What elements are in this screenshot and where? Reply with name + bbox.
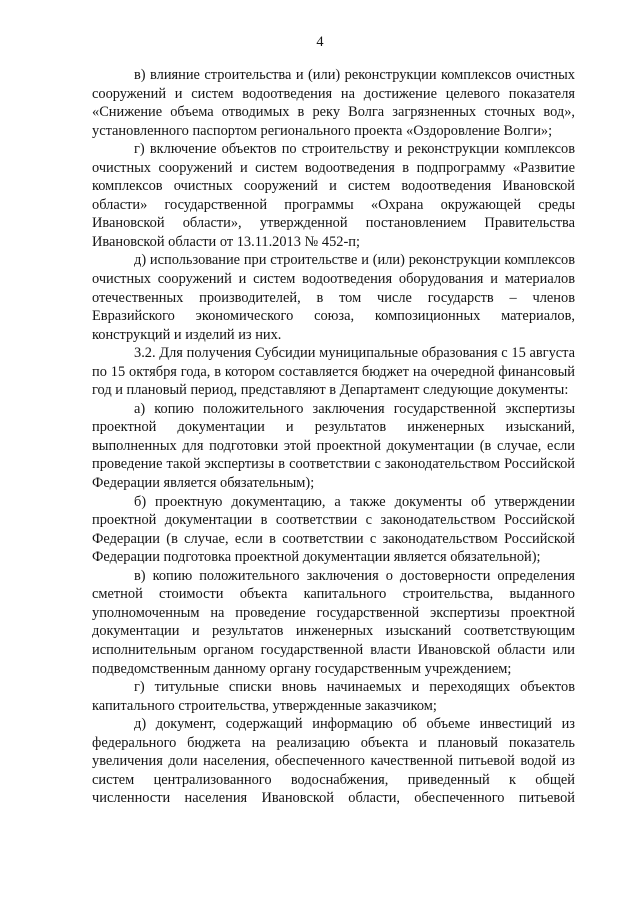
page-number: 4	[316, 34, 324, 50]
paragraph-section-3-2: 3.2. Для получения Субсидии муниципальные образования с 15 августа по 15 октября года, в котором составляется бюджет на очередной финансовый год и плановый период, представляют в Департамент следующие документы:	[92, 345, 575, 399]
document-body	[92, 66, 575, 808]
paragraph-item-v: в) влияние строительства и (или) реконструкции комплексов очистных сооружений и систем водоотведения на достижение целевого показателя «Снижение объема отводимых в реку Волга загрязненных сточных вод», установленного паспортом регионального проекта «Оздоровление Волги»;	[92, 67, 575, 139]
paragraph-item-d: д) использование при строительстве и (или) реконструкции комплексов очистных сооружений и систем водоотведения оборудования и материалов отечественных производителей, в том числе государств – членов Евразийского экономического союза, композиционных материалов, конструкций и изделий из них.	[92, 252, 575, 343]
paragraph-doc-g: г) титульные списки вновь начинаемых и переходящих объектов капитального строительства, утвержденные заказчиком;	[92, 679, 575, 714]
paragraph-doc-v: в) копию положительного заключения о достоверности определения сметной стоимости объекта капитального строительства, выданного уполномоченным на проведение государственной экспертизы проектной документации и результатов инженерных изысканий соответствующим исполнительным органом государственной власти Ивановской области или подведомственным данному органу государственным учреждением;	[92, 567, 575, 677]
paragraph-item-g: г) включение объектов по строительству и реконструкции комплексов очистных сооружений и систем водоотведения в подпрограмму «Развитие комплексов очистных сооружений и систем водоотведения Ивановской области» государственной программы «Охрана окружающей среды Ивановской области», утвержденной постановлением Правительства Ивановской области от 13.11.2013 № 452-п;	[92, 141, 575, 250]
paragraph-doc-b: б) проектную документацию, а также документы об утверждении проектной документации в соответствии с законодательством Российской Федерации (в случае, если в соответствии с законодательством Российской Федерации подготовка проектной документации является обязательной);	[92, 493, 575, 566]
paragraph-doc-a: а) копию положительного заключения государственной экспертизы проектной документации и результатов инженерных изысканий, выполненных для подготовки этой проектной документации (в случае, если проведение такой экспертизы в соответствии с законодательством Российской Федерации является обязательным);	[92, 400, 575, 492]
paragraph-doc-d: д) документ, содержащий информацию об объеме инвестиций из федерального бюджета на реализацию объекта и плановый показатель увеличения доли населения, обеспеченного качественной питьевой водой из систем централизованного водоснабжения, приведенный к общей численности населения Ивановской области, обеспеченного питьевой	[92, 716, 575, 807]
